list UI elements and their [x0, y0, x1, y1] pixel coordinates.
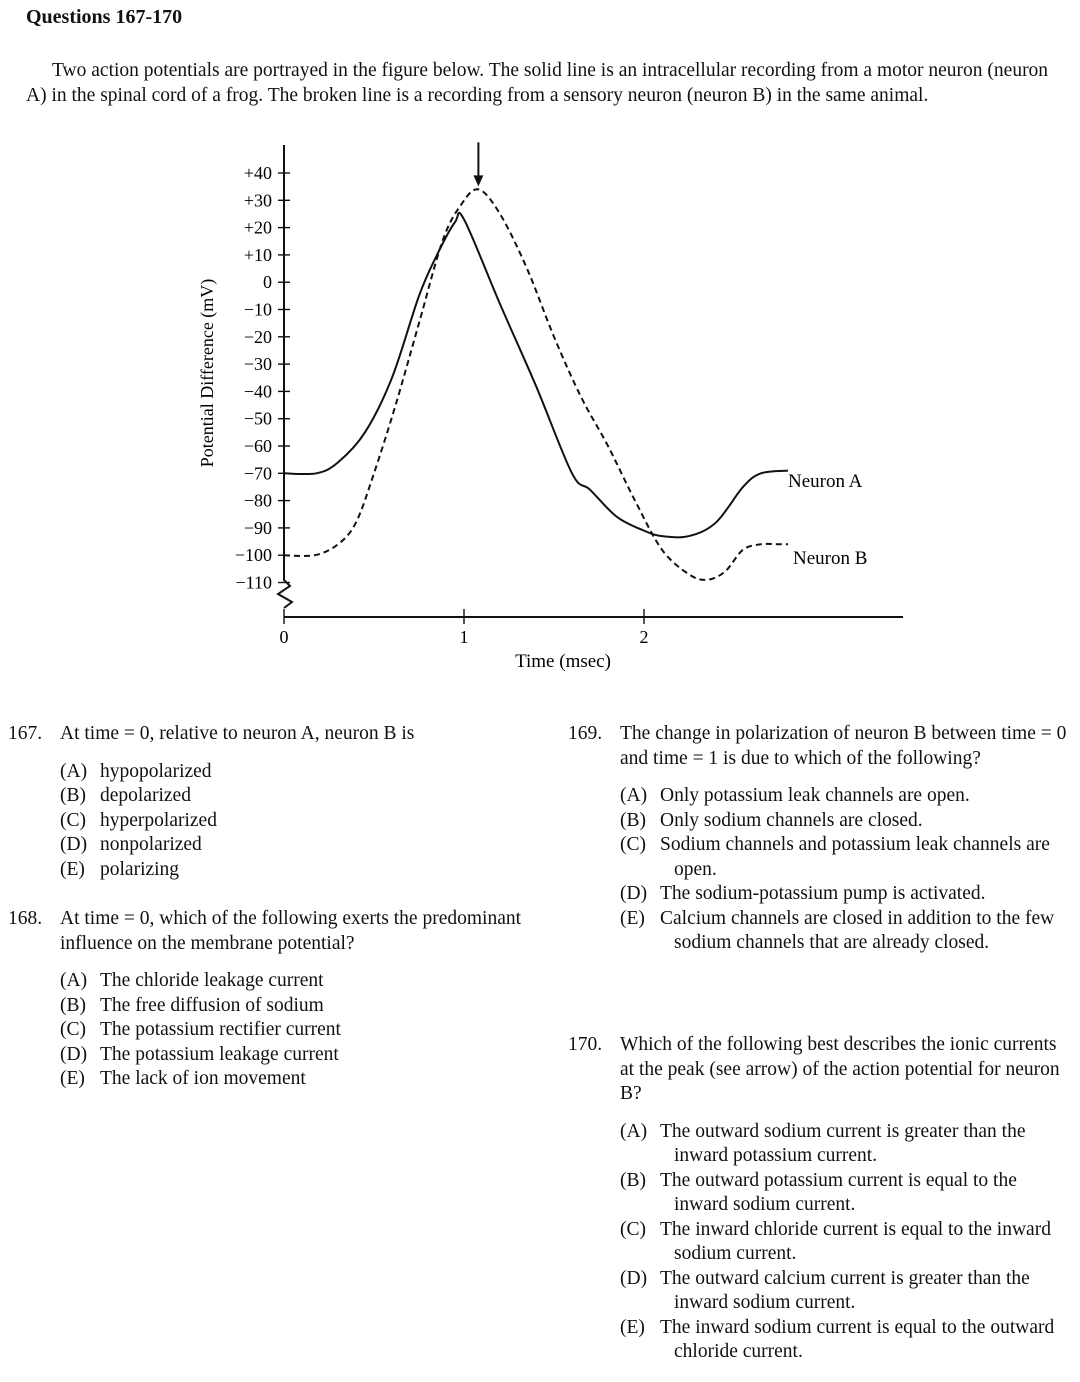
answer-option-b[interactable] — [60, 994, 528, 1019]
answer-option-d[interactable] — [60, 1043, 528, 1068]
answer-option-b[interactable] — [620, 1169, 1068, 1218]
chart-axes — [278, 145, 903, 617]
option-label: (B) — [620, 1169, 646, 1191]
option-label: (C) — [60, 809, 86, 831]
answer-option-b[interactable] — [620, 809, 1068, 834]
answer-option-a[interactable] — [620, 1120, 1068, 1169]
option-label: (E) — [620, 1316, 645, 1338]
legend-neuron-b: Neuron B — [793, 548, 868, 569]
x-axis-label: Time (msec) — [515, 651, 611, 672]
answer-option-e[interactable] — [620, 907, 1068, 956]
legend-neuron-a: Neuron A — [788, 471, 863, 492]
option-text: Calcium channels are closed in addition to the few sodium channels that are already closed. — [660, 907, 1055, 953]
series-line-neuron-a — [284, 213, 788, 538]
y-tick-label: −90 — [243, 517, 272, 538]
option-text: hyperpolarized — [100, 809, 217, 831]
option-label: (E) — [620, 907, 645, 929]
answer-option-a[interactable] — [620, 784, 1068, 809]
intro-paragraph: Two action potentials are portrayed in the figure below. The solid line is an intracellular recording from a motor neuron (neuron A) in the spinal cord of a frog. The broken line is a recording from a sensory neuron (neuron B) in the same animal. — [26, 60, 1049, 106]
questions-heading: Questions 167-170 — [26, 6, 183, 28]
option-label: (E) — [60, 1068, 85, 1089]
y-tick-label: −60 — [243, 436, 272, 456]
y-tick-label: 0 — [263, 272, 272, 293]
question-167 — [8, 722, 528, 882]
option-text: The outward calcium current is greater than the inward sodium current. — [660, 1267, 1030, 1313]
answer-option-b[interactable] — [60, 784, 528, 809]
answer-option-a[interactable] — [60, 760, 528, 785]
option-label: (A) — [60, 760, 88, 782]
y-axis-label: Potential Difference (mV) — [197, 278, 217, 468]
option-text: Only potassium leak channels are open. — [660, 785, 970, 806]
option-text: The lack of ion movement — [100, 1068, 306, 1089]
question-number: 170. — [568, 1034, 603, 1055]
chart-series — [284, 142, 788, 579]
y-tick-label: +10 — [243, 244, 272, 265]
option-label: (A) — [60, 970, 88, 991]
answer-option-e[interactable] — [60, 1067, 528, 1092]
option-label: (B) — [60, 785, 86, 806]
x-tick-label: 0 — [279, 627, 289, 647]
y-tick-label: +20 — [243, 217, 272, 238]
option-label: (D) — [620, 883, 648, 904]
question-number: 167. — [8, 723, 43, 744]
question-text: At time = 0, which of the following exerts the predominant influence on the membrane potential? — [60, 908, 522, 954]
peak-arrow-head — [473, 175, 483, 186]
answer-option-a[interactable] — [60, 969, 528, 994]
option-text: hypopolarized — [100, 760, 212, 782]
option-text: depolarized — [100, 785, 191, 806]
answer-option-c[interactable] — [60, 1018, 528, 1043]
answer-option-d[interactable] — [620, 1267, 1068, 1316]
answer-option-e[interactable] — [60, 858, 528, 883]
option-text: The sodium-potassium pump is activated. — [660, 883, 986, 904]
option-text: The free diffusion of sodium — [100, 994, 324, 1016]
question-168 — [8, 907, 528, 1092]
answer-options — [620, 1120, 1068, 1365]
question-number: 168. — [8, 908, 43, 929]
option-label: (D) — [620, 1267, 648, 1289]
question-number: 169. — [568, 723, 603, 744]
answer-options — [60, 760, 528, 883]
option-label: (E) — [60, 858, 85, 880]
option-text: Only sodium channels are closed. — [660, 809, 923, 831]
option-label: (D) — [60, 834, 88, 855]
y-tick-label: −100 — [234, 545, 272, 566]
answer-options — [620, 784, 1068, 956]
y-tick-label: +30 — [243, 190, 272, 211]
x-axis-ticks — [280, 609, 649, 647]
x-tick-label: 2 — [639, 627, 649, 647]
question-text: The change in polarization of neuron B between time = 0 and time = 1 is due to which of the following? — [620, 723, 1067, 769]
option-text: The outward potassium current is equal to the inward sodium current. — [660, 1169, 1017, 1215]
answer-option-c[interactable] — [60, 809, 528, 834]
question-170 — [568, 1033, 1068, 1365]
y-tick-label: −70 — [243, 463, 272, 484]
option-text: The outward sodium current is greater than the inward potassium current. — [660, 1120, 1026, 1166]
question-text: At time = 0, relative to neuron A, neuron B is — [60, 723, 415, 744]
option-label: (C) — [60, 1019, 86, 1040]
y-tick-label: −80 — [243, 490, 272, 511]
answer-options — [60, 969, 528, 1092]
answer-option-e[interactable] — [620, 1316, 1068, 1365]
y-axis-line — [278, 145, 292, 608]
option-text: The inward chloride current is equal to the inward sodium current. — [660, 1218, 1051, 1264]
answer-option-c[interactable] — [620, 833, 1068, 882]
x-tick-label: 1 — [459, 627, 469, 647]
option-label: (D) — [60, 1043, 88, 1065]
option-text: The chloride leakage current — [100, 970, 324, 991]
option-label: (B) — [60, 994, 86, 1016]
answer-option-d[interactable] — [60, 833, 528, 858]
option-text: Sodium channels and potassium leak channels are open. — [660, 834, 1050, 880]
option-label: (B) — [620, 809, 646, 831]
option-text: The potassium rectifier current — [100, 1019, 341, 1040]
option-text: The potassium leakage current — [100, 1043, 339, 1065]
y-tick-label: −40 — [243, 381, 272, 402]
option-text: polarizing — [100, 858, 180, 880]
option-label: (A) — [620, 1120, 648, 1142]
y-tick-label: −110 — [235, 572, 272, 593]
y-tick-label: +40 — [243, 163, 272, 183]
answer-option-d[interactable] — [620, 882, 1068, 907]
y-tick-label: −10 — [243, 299, 272, 320]
option-label: (C) — [620, 1218, 646, 1240]
answer-option-c[interactable] — [620, 1218, 1068, 1267]
option-label: (A) — [620, 785, 648, 806]
y-tick-label: −20 — [243, 326, 272, 347]
option-text: nonpolarized — [100, 834, 202, 855]
question-text: Which of the following best describes the ionic currents at the peak (see arrow) of the action potential for neuron B? — [620, 1034, 1060, 1104]
option-text: The inward sodium current is equal to the outward chloride current. — [660, 1316, 1055, 1362]
y-tick-label: −50 — [243, 408, 272, 429]
question-169 — [568, 722, 1068, 956]
option-label: (C) — [620, 834, 646, 855]
y-tick-label: −30 — [243, 354, 272, 375]
y-axis-ticks — [235, 163, 290, 593]
